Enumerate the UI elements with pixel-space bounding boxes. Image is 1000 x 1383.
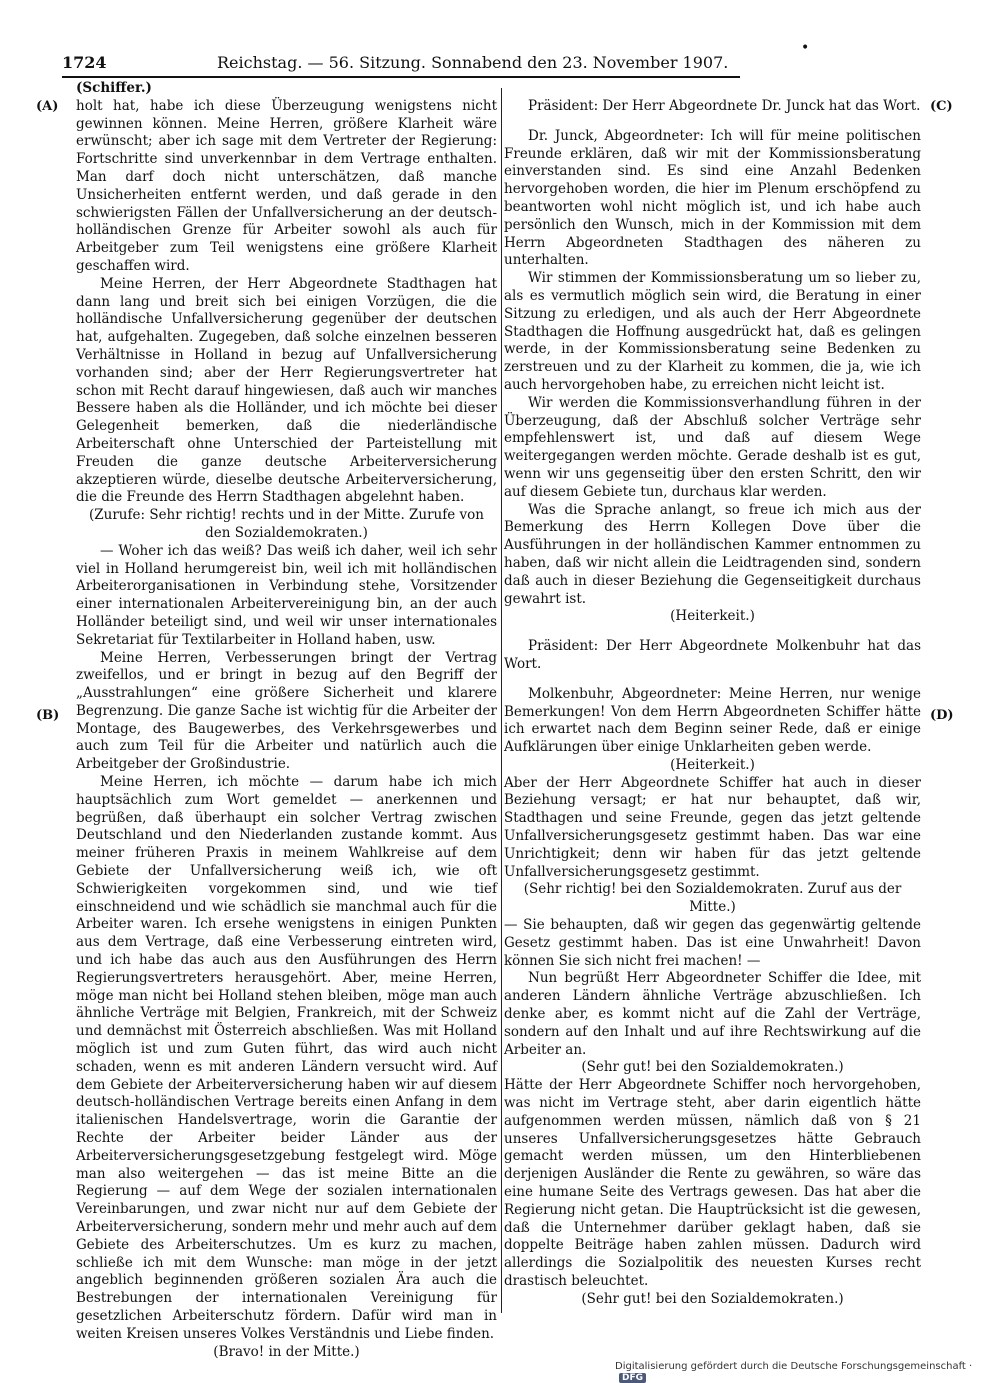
column-divider bbox=[501, 88, 502, 1313]
speaker-label: (Schiffer.) bbox=[76, 80, 152, 96]
paragraph: Meine Herren, ich möchte — darum habe ich mich hauptsächlich zum Wort gemeldet — anerkennen und begrüßen, daß überhaupt ein solcher Vertrag zwischen Deutschland und den Niederlanden zustande kommt. Aus meiner früheren Praxis in meinem Wahlkreise auf dem Gebiete der Unfallversicherung weiß ich, wie oft Schwierigkeiten vorgekommen sind, und wie tief einschneidend und wie schädlich sie manchmal auch für die Arbeiter waren. Ich ersehe wenigstens in einigen Punkten aus dem Vertrage, daß eine Verbesserung eintreten wird, und ich habe das auch aus den Ausführungen des Herrn Regierungsvertreters herausgehört. Aber, meine Herren, möge man nicht bei Holland stehen bleiben, möge man auch ähnliche Verträge mit Belgien, Frankreich, mit der Schweiz und demnächst mit Österreich abschließen. Was mit Holland möglich ist und zum Guten führt, das wird auch nicht schaden, wenn es mit anderen Ländern versucht wird. Auf dem Gebiete der Arbeiterversicherung haben wir auf diesem deutsch-holländischen Vertrage bereits einen Anfang in dem italienischen Handelsvertrage, worin die Garantie der Rechte der Arbeiter beider Länder aus der Arbeiterversicherungsgesetzgebung festgelegt wird. Möge man also weitergehen — das ist meine Bitte an die Regierung — auf dem Wege der sozialen internationalen Vereinbarungen, und zwar nicht nur auf dem Gebiete der Arbeiterversicherung, sondern mehr und mehr auch auf dem Gebiete des Arbeiterschutzes. Um es kurz zu machen, schließe ich mit dem Wunsche: man möge in der jetzt angeblich beginnenden größeren sozialen Ära auch die Bestrebungen der internationalen Vereinigung für gesetzlichen Arbeiterschutz fördern. Dafür wird man in weiten Kreisen unseres Volkes Verständnis und Liebe finden. bbox=[76, 774, 497, 1342]
margin-marker-b: (B) bbox=[36, 708, 60, 723]
right-column bbox=[504, 80, 921, 1309]
president-statement: Präsident: Der Herr Abgeordnete Dr. Junck hat das Wort. bbox=[528, 98, 921, 114]
paragraph: Dr. Junck, Abgeordneter: Ich will für meine politischen Freunde erklären, daß wir mit der Kommissionsberatung einverstanden sind. Es sind eine Anzahl Bedenken hervorgehoben worden, die hier im Plenum erschöpfend zu beantworten wohl nicht möglich ist, und ich habe auch persönlich den Wunsch, mich in der Kommission mit dem Herrn Abgeordneten Stadthagen des näheren zu unterhalten. bbox=[504, 127, 921, 269]
paragraph: Meine Herren, der Herr Abgeordnete Stadthagen hat dann lang und breit sich bei einigen Vorzügen, die die holländische Unfallversicherung gegenüber der deutschen hat, aufgehalten. Zugegeben, daß solche einzelnen besseren Verhältnisse in Holland in bezug auf Unfallversicherung vorhanden sind; aber der Herr Regierungsvertreter hat schon mit Recht darauf hingewiesen, daß auch wir manches Bessere haben als die Holländer, und ich möchte bei dieser Gelegenheit bemerken, daß die niederländische Arbeiterschaft ohne Unterschied der Parteistellung mit Freuden die ganze deutsche Arbeiterversicherung akzeptieren würde, dieselbe deutsche Arbeiterversicherung, die die Freunde des Herrn Stadthagen abgelehnt haben. bbox=[76, 275, 497, 506]
paragraph: Hätte der Herr Abgeordnete Schiffer noch hervorgehoben, was nicht im Vertrage steht, aber darin eigentlich hätte aufgenommen werden müssen, nämlich daß von § 21 unseres Unfallversicherungsgesetzes hätte Gebrauch gemacht werden müssen, um den Hinterbliebenen derjenigen Ausländer die Rente zu gewähren, so wäre das eine humane Seite des Vertrags gewesen. Das hat aber die Regierung nicht getan. Die Hauptrücksicht ist die gewesen, daß die Unternehmer darüber geklagt haben, daß sie doppelte Beiträge haben zahlen müssen. Dadurch wird allerdings die Sozialpolitik des neuesten Kurses recht drastisch beleuchtet. bbox=[504, 1077, 921, 1289]
margin-marker-a: (A) bbox=[36, 99, 59, 114]
left-column bbox=[76, 80, 497, 1361]
interjection: (Bravo! in der Mitte.) bbox=[213, 1343, 360, 1360]
paragraph: — Sie behaupten, daß wir gegen das gegenwärtig geltende Gesetz gestimmt haben. Das ist eine Unwahrheit! Davon können Sie sich nicht frei machen! — bbox=[504, 917, 921, 969]
interjection: (Sehr gut! bei den Sozialdemokraten.) bbox=[581, 1290, 844, 1307]
paragraph: Wir stimmen der Kommissionsberatung um so lieber zu, als es vermutlich möglich sein wird, die Beratung in einer Sitzung zu erledigen, und als auch der Herr Abgeordnete Stadthagen die Hoffnung ausgedrückt hat, daß es gelingen werde, in der Kommissionsberatung seine Bedenken zu zerstreuen und zu der Klarheit zu kommen, die ja, wie ich auch hervorgehoben habe, zu erreichen nicht leicht ist. bbox=[504, 270, 921, 393]
paragraph: Aber der Herr Abgeordnete Schiffer hat auch in dieser Beziehung versagt; er hat nur behauptet, daß wir, Stadthagen und seine Freunde, gegen das jetzt geltende Unfallversicherungsgesetz gestimmt haben. Das war eine Unrichtigkeit; denn wir haben für das jetzt geltende Unfallversicherungsgesetz gestimmt. bbox=[504, 774, 921, 880]
running-title: Reichstag. — 56. Sitzung. Sonnabend den 23. November 1907. bbox=[217, 53, 729, 72]
interjection: (Sehr richtig! bei den Sozialdemokraten. Zuruf aus der Mitte.) bbox=[523, 881, 902, 916]
paragraph: Molkenbuhr, Abgeordneter: Meine Herren, nur wenige Bemerkungen! Von dem Herrn Abgeordneten Schiffer hätte ich erwartet nach dem Beginn seiner Rede, daß er einige Aufklärungen über einige Unklarheiten geben werde. bbox=[504, 685, 921, 756]
paragraph: — Woher ich das weiß? Das weiß ich daher, weil ich sehr viel in Holland herumgereist bin, weil ich mit holländischen Arbeiterorganisationen in Verbindung stehe, Vorsitzender einer internationalen Arbeitervereinigung bin, an der auch Holländer beteiligt sind, und weil wir unser internationales Sekretariat für Textilarbeiter in Holland haben, usw. bbox=[76, 542, 497, 648]
paragraph: Meine Herren, Verbesserungen bringt der Vertrag zweifellos, und er bringt in bezug auf den Begriff der „Ausstrahlungen“ eine größere Sicherheit und klarere Begrenzung. Die ganze Sache ist wichtig für die Arbeiter der Montage, des Baugewerbes, des Verkehrsgewerbes und auch zum Teil für die Arbeiter und natürlich auch die Arbeitgeber der Großindustrie. bbox=[76, 649, 497, 773]
page-number: 1724 bbox=[62, 53, 107, 72]
interjection: (Zurufe: Sehr richtig! rechts und in der Mitte. Zurufe von den Sozialdemokraten.) bbox=[89, 507, 484, 541]
page-header bbox=[62, 50, 740, 78]
president-statement: Präsident: Der Herr Abgeordnete Molkenbuhr hat das Wort. bbox=[504, 638, 921, 672]
paragraph: Wir werden die Kommissionsverhandlung führen in der Überzeugung, daß der Abschluß solcher Verträge sehr empfehlenswert ist, und daß auf diesem Wege weitergegangen werden möchte. Gerade deshalb ist es gut, wenn wir uns gegenseitig über den ersten Schritt, den wir auf diesem Gebiete tun, durchaus klar werden. bbox=[504, 394, 921, 500]
dfg-logo: DFG bbox=[619, 1373, 646, 1383]
margin-marker-c: (C) bbox=[930, 99, 953, 114]
interjection: (Sehr gut! bei den Sozialdemokraten.) bbox=[581, 1059, 844, 1076]
interjection: (Heiterkeit.) bbox=[670, 756, 755, 773]
margin-marker-d: (D) bbox=[930, 708, 954, 723]
digitization-footer bbox=[615, 1361, 1000, 1383]
paragraph: Nun begrüßt Herr Abgeordneter Schiffer die Idee, mit anderen Ländern ähnliche Verträge abzuschließen. Ich denke aber, es kommt nicht auf die Zahl der Verträge, sondern auf den Inhalt und auf ihre Rechtswirkung auf die Arbeiter an. bbox=[504, 970, 921, 1058]
footer-text: Digitalisierung gefördert durch die Deutsche Forschungsgemeinschaft · bbox=[615, 1361, 973, 1372]
paragraph: holt hat, habe ich diese Überzeugung wenigstens nicht gewinnen können. Meine Herren, größere Klarheit wäre erwünscht; aber ich sage mit dem Vertreter der Regierung: Fortschritte sind unverkennbar in dem Vertrage enthalten. Man darf doch nicht unterschätzen, daß manche Unsicherheiten entfernt werden, und daß gerade in den schwierigsten Fällen der Unfallversicherung an der deutsch-holländischen Grenze für Arbeiter sowohl als auch für Arbeitgeber zum Teil wenigstens eine größere Klarheit geschaffen wird. bbox=[76, 97, 497, 274]
paragraph: Was die Sprache anlangt, so freue ich mich aus der Bemerkung des Herrn Kollegen Dove über die Ausführungen in der holländischen Kammer entnommen zu haben, daß wir nicht allein die Leidtragenden sind, sondern daß auch in dieser Beziehung die Gegenseitigkeit durchaus gewahrt ist. bbox=[504, 501, 921, 607]
interjection: (Heiterkeit.) bbox=[670, 608, 755, 625]
ink-dot: • bbox=[801, 40, 810, 56]
